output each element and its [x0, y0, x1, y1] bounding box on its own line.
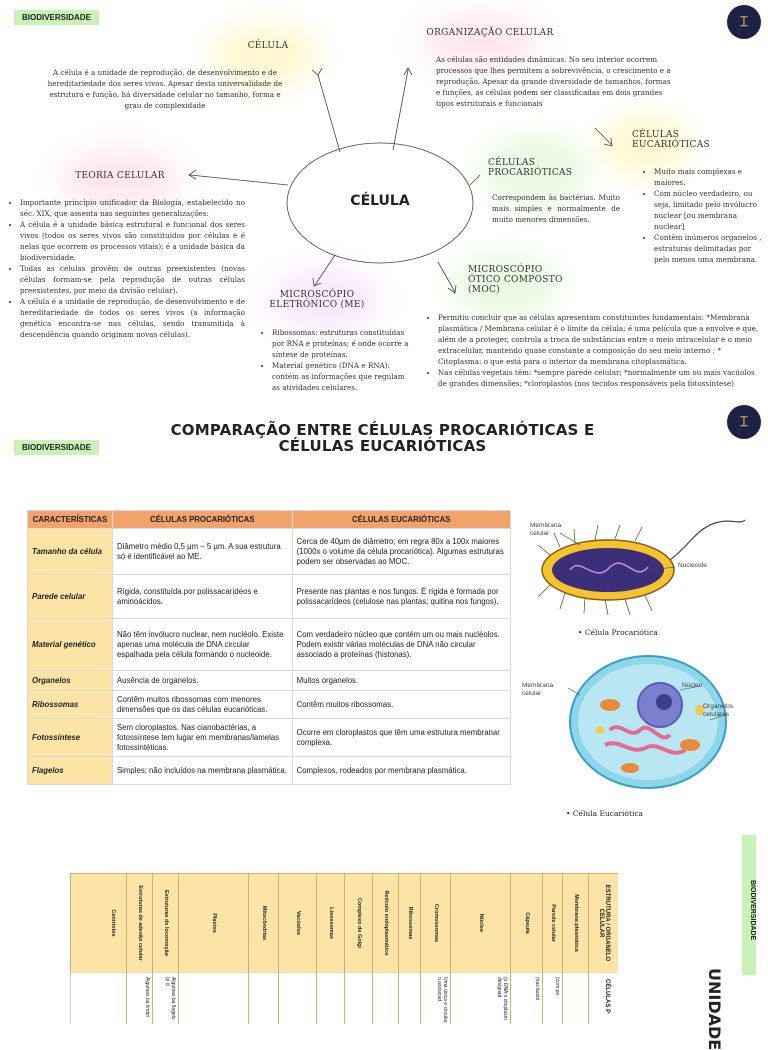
- rotated-column-divider: [178, 873, 179, 1024]
- row-feature: Ribossomas: [28, 691, 113, 719]
- organizacao-title: ORGANIZAÇÃO CELULAR: [426, 28, 554, 38]
- procariotas-text: Correspondem às bactérias. Muito mais simples e normalmente de muito menores dimensões.: [492, 193, 620, 224]
- biodiversity-badge-2: BIODIVERSIDADE: [14, 440, 99, 455]
- rotated-partial-cell: (com po: [554, 977, 560, 996]
- eucariotas-list: [644, 166, 762, 265]
- comparison-title: COMPARAÇÃO ENTRE CÉLULAS PROCARIÓTICAS E CÉLULAS EUCARIÓTICAS: [170, 421, 595, 455]
- rotated-partial-cell: Algumas ba flagelo (é d: [164, 977, 176, 1020]
- eucariotas-title: CÉLULAS EUCARIÓTICAS: [632, 130, 710, 150]
- rotated-column-header: Cromossomas: [433, 903, 439, 943]
- rotated-partial-cell: (o DNA n citoplasm designad: [496, 977, 508, 1020]
- rotated-partial-cell: (nas bacté: [534, 977, 540, 1001]
- row-feature: Flagelos: [28, 757, 113, 785]
- table-header-row: [28, 511, 511, 529]
- rotated-column-header: Plastos: [211, 913, 217, 933]
- table-row: [28, 671, 511, 691]
- rotated-row-label: CÉLULAS P: [604, 979, 610, 1014]
- rotated-column-divider: [344, 873, 345, 1024]
- procariotas-title: CÉLULAS PROCARIÓTICAS: [488, 158, 573, 178]
- me-list: [262, 327, 412, 393]
- row-procariota: Ausência de organelos.: [112, 671, 292, 691]
- header-cell: CARACTERÍSTICAS: [28, 511, 113, 529]
- table-row: [28, 575, 511, 619]
- rotated-column-header: Membrana plasmática: [573, 894, 579, 952]
- rotated-table: [70, 873, 618, 1024]
- moc-item: • Nas células vegetais têm: *sempre parede celular; *normalmente um ou mais vacúolos de grandes dimensões; *cloroplastos (nos tecidos responsáveis pela fotossíntese): [438, 367, 764, 389]
- row-procariota: Diâmetro médio 0,5 µm – 5 µm. A sua estrutura só é identificável ao ME.: [112, 529, 292, 575]
- rotated-column-header: Mitocôndrias: [261, 905, 267, 941]
- row-eucariota: Com verdadeiro núcleo que contém um ou mais nucléolos. Podem existir várias moléculas de DNA não circular associado a proteínas (histonas).: [292, 619, 510, 671]
- table-row: [28, 719, 511, 757]
- rotated-header-first: ESTRUTURA / ORGANELO CELULAR: [598, 884, 610, 962]
- row-procariota: Não têm invólucro nuclear, nem nucléolo. Existe apenas uma molécula de DNA circular espalhada pela célula formando o nucleoide.: [112, 619, 292, 671]
- eucariotas-item: • Contêm inúmeros organelos , estruturas delimitadas por pelo menos uma membrana.: [654, 232, 762, 265]
- header-cell: CÉLULAS EUCARIÓTICAS: [292, 511, 510, 529]
- rotated-column-divider: [316, 873, 317, 1024]
- rotated-column-divider: [248, 873, 249, 1024]
- table-row: [28, 529, 511, 575]
- arrow-to-procariotas: [470, 175, 480, 185]
- rotated-column-header: Centríolos: [110, 909, 116, 937]
- rotated-column-divider: [398, 873, 399, 1024]
- pro-membrana-label: Membrana celular: [530, 522, 562, 537]
- moc-title: MICROSCÓPIO ÓTICO COMPOSTO (MOC): [468, 265, 563, 295]
- header-cell: CÉLULAS PROCARIÓTICAS: [112, 511, 292, 529]
- teoria-item: • Importante princípio unificador da Biologia, estabelecido no séc. XIX, que assenta nas seguintes generalizações:: [20, 197, 245, 219]
- rotated-column-divider: [588, 873, 589, 1024]
- me-item: • Material genético (DNA e RNA): contém as informações que regulam as atividades celulares.: [272, 360, 412, 393]
- row-procariota: Rígida, constituída por polissacarídeos e aminoácidos.: [112, 575, 292, 619]
- arrow-to-eucariotas: [595, 128, 612, 145]
- teoria-item: • A célula é a unidade de reprodução, de desenvolvimento e de hereditariedade de todos os seres vivos (a informação genética encontra-se nas células, sendo transmitida à descendência quando originam novas células).: [20, 296, 245, 340]
- row-eucariota: Muitos organelos.: [292, 671, 510, 691]
- rotated-column-divider: [450, 873, 451, 1024]
- rotated-column-divider: [152, 873, 153, 1024]
- rotated-column-header: Ribossomas: [407, 906, 413, 940]
- eucariotas-item: • Com núcleo verdadeiro, ou seja, limitado pelo invólucro nuclear [ou membrana nuclear]: [654, 188, 762, 232]
- row-procariota: Simples; não incluídos na membrana plasmática.: [112, 757, 292, 785]
- euk-organelos-label: Organelos celulares: [703, 703, 733, 718]
- unidade-heading: UNIDADE: [705, 968, 724, 1050]
- row-feature: Parede celular: [28, 575, 113, 619]
- rotated-column-header: Lisossomas: [328, 907, 334, 939]
- euk-membrana-label: Membrana celular: [522, 682, 554, 697]
- rotated-column-divider: [278, 873, 279, 1024]
- table-row: [28, 757, 511, 785]
- rotated-column-header: Estruturas de adesão celular: [137, 885, 143, 961]
- biodiversity-badge-3-text: BIODIVERSIDADE: [749, 880, 756, 941]
- row-eucariota: Contêm muitos ribossomas.: [292, 691, 510, 719]
- row-procariota: Contêm muitos ribossomas com menores dimensões que os das células eucarióticas.: [112, 691, 292, 719]
- row-feature: Material genético: [28, 619, 113, 671]
- teoria-item: • A célula é a unidade básica estrutural e funcional dos seres vivos (todos os seres vivos são constituídos por células e é nelas que ocorrem os processos vitais); é a unidade básica da biodiversidade.: [20, 219, 245, 263]
- me-title: MICROSCÓPIO ELETRÓNICO (ME): [269, 290, 365, 310]
- teoria-title: TEORIA CELULAR: [75, 171, 165, 181]
- row-feature: Organelos: [28, 671, 113, 691]
- me-item: • Ribossomas: estruturas constituídas por RNA e proteínas; é onde ocorre a síntese de proteínas.: [272, 327, 412, 360]
- rotated-column-divider: [542, 873, 543, 1024]
- arrow-to-me: [315, 255, 335, 285]
- rotated-column-header: Cápsula: [524, 912, 530, 934]
- eukaryote-illustration: [560, 650, 740, 795]
- arrow-to-organizacao: [393, 70, 408, 150]
- table-row: [28, 619, 511, 671]
- center-title: CÉLULA: [350, 193, 410, 209]
- teoria-list: [10, 197, 245, 340]
- row-eucariota: Cerca de 40µm de diâmetro; em regra 80x a 100x maiores (1000x o volume da célula procariótica). Algumas estruturas podem ser observadas ao MOC.: [292, 529, 510, 575]
- rotated-column-divider: [126, 873, 127, 1024]
- row-procariota: Sem cloroplastos. Nas cianobactérias, a fotossíntese tem lugar em membranas/lamelas fotossintéticas.: [112, 719, 292, 757]
- moc-item: • Permitiu concluir que as células apresentam constituintes fundamentais: *Membrana plasmática / Membrana celular é o limite da célula; é uma película que a envolve e que, além de a proteger, controla a troca de substâncias entre o meio intracelular e o meio extracelular, mantendo quase constante a composição do seu meio interno ; * Citoplasma: o que está para o interior da membrana citoplasmática.: [438, 312, 764, 367]
- pro-nucleoide-label: Nucleoide: [678, 562, 707, 569]
- biodiversity-badge: BIODIVERSIDADE: [14, 10, 99, 25]
- rotated-column-divider: [510, 873, 511, 1024]
- rotated-column-divider: [420, 873, 421, 1024]
- moc-list: [428, 312, 764, 389]
- rotated-partial-cell: Uma única e circular, n associad: [436, 977, 448, 1024]
- euk-caption: • Célula Eucariótica: [566, 809, 644, 818]
- logo-2: ⌶: [727, 405, 761, 439]
- row-eucariota: Ocorre em cloroplastos que têm uma estrutura membranar complexa.: [292, 719, 510, 757]
- teoria-item: • Todas as células provêm de outras preexistentes (novas células formam-se pela reprodução de outras células preexistentes, por meio da divisão celular).: [20, 263, 245, 296]
- celula-title: CÉLULA: [247, 41, 289, 51]
- pro-caption: • Célula Procariótica: [578, 628, 658, 637]
- table-row: [28, 691, 511, 719]
- row-feature: Fotossíntese: [28, 719, 113, 757]
- row-feature: Tamanho da célula: [28, 529, 113, 575]
- logo: ⌶: [727, 5, 761, 39]
- arrow-to-teoria: [190, 175, 288, 185]
- rotated-column-header: Parede celular: [550, 904, 556, 942]
- comparison-table: [27, 510, 511, 785]
- eucariotas-item: • Muito mais complexas e maiores.: [654, 166, 762, 188]
- arrow-to-celula: [318, 75, 340, 152]
- rotated-column-divider: [562, 873, 563, 1024]
- rotated-column-header: Núcleo: [478, 913, 484, 933]
- euk-nucleo-label: Núcleo: [682, 682, 703, 689]
- row-eucariota: Complexos, rodeados por membrana plasmática.: [292, 757, 510, 785]
- celula-text: A célula é a unidade de reprodução, de desenvolvimento e de hereditariedade dos seres vivos. Apesar desta universalidade de estrutura e função, há diversidade celular no tamanho, forma e grau de complexidade: [47, 68, 283, 110]
- rotated-column-divider: [372, 873, 373, 1024]
- rotated-column-header: Complexo de Golgi: [356, 897, 362, 949]
- rotated-partial-cell: Algumas ba fimbri: [144, 977, 150, 1018]
- arrow-to-moc: [438, 262, 455, 292]
- row-eucariota: Presente nas plantas e nos fungos. É rígida e formada por polissacarídeos (celulose nas plantas; quitina nos fungos).: [292, 575, 510, 619]
- rotated-column-header: Retículo endoplasmático: [383, 890, 389, 956]
- organizacao-text: As células são entidades dinâmicas. No seu interior ocorrem processos que lhes permitem a sobrevivência, o crescimento e a reprodução. Apesar da grande diversidade de tamanhos, formas e funções, as células podem ser classificadas em dois grandes tipos estruturais e funcionais: [436, 55, 671, 108]
- rotated-column-header: Estruturas de locomoção: [163, 889, 169, 957]
- rotated-column-header: Vacúolos: [295, 910, 301, 936]
